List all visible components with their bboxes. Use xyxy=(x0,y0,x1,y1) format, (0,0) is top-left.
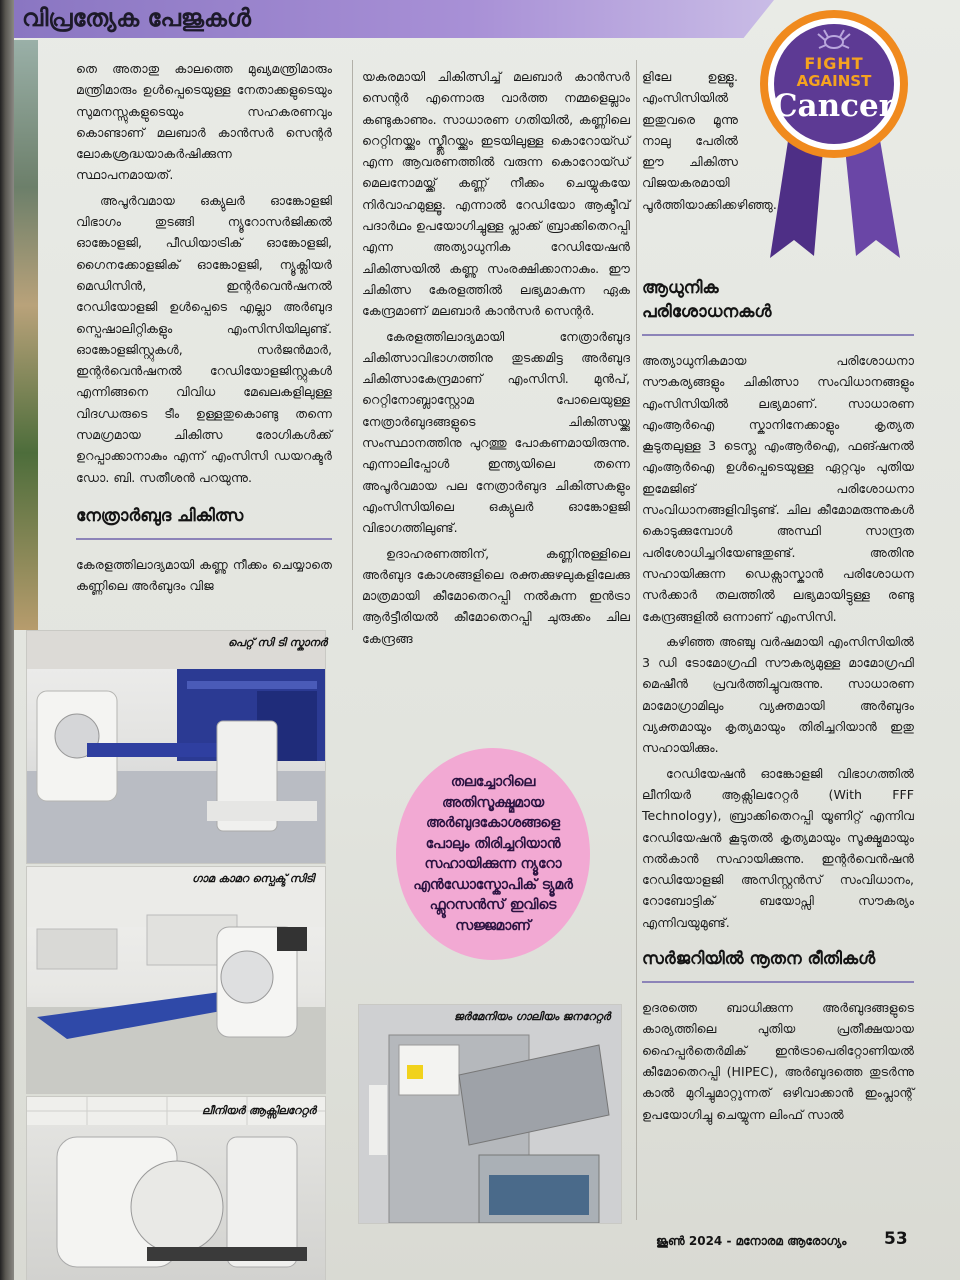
column-divider xyxy=(636,60,637,1220)
column-2 xyxy=(362,66,630,653)
linear-accelerator-photo xyxy=(26,1096,326,1280)
paragraph: തെ അതാതു കാലത്തെ മുഖ്യമന്ത്രിമാരും മന്ത്രിമാരും ഉൾപ്പെടെയുള്ള നേതാക്കളുടെയും സുമനസ്സുകളുടെയും സഹകരണവും കൊണ്ടാണ് മലബാർ കാൻസർ സെന്റർ ലോകശ്രദ്ധയാകർഷിക്കുന്ന സ്ഥാപനമായത്. xyxy=(76,61,332,183)
footer-issue: ജൂൺ 2024 - മനോരമ ആരോഗ്യം xyxy=(656,1234,847,1248)
heading-rule xyxy=(76,538,332,540)
paragraph: അത്യാധുനികമായ പരിശോധനാ സൗകര്യങ്ങളും ചികിത്സാ സംവിധാനങ്ങളും എംസിസിയിൽ ലഭ്യമാണ്. സാധാരണ എംആർഐ സ്കാനിനേക്കാളും കൃത്യത കൂടുതലുള്ള 3 ടെസ്ല എംആർഐ, ഫങ്ഷനൽ എംആർഐ ഉൾപ്പെടെയുള്ള ഏറ്റവും പുതിയ ഇമേജിങ് പരിശോധനാ സംവിധാനങ്ങളിവിടുണ്ട്. ചില കീമോമരുന്നുകൾ കൊടുക്കുമ്പോൾ അസ്ഥി സാന്ദ്രത പരിശോധിച്ചറിയേണ്ടതുണ്ട്. അതിനു സഹായിക്കുന്ന ഡെക്സാസ്കാൻ പരിശോധന സർക്കാർ തലത്തിൽ ലഭ്യമായിട്ടുള്ള രണ്ടു കേന്ദ്രങ്ങളിൽ ഒന്നാണ് എംസിസി. xyxy=(642,353,914,624)
paragraph: റേഡിയേഷൻ ഓങ്കോളജി വിഭാഗത്തിൽ ലീനിയർ ആക്സിലറേറ്റർ (With FFF Technology), ബ്രാക്കിതെറപ്പി യൂണിറ്റ് എന്നിവ റേഡിയേഷൻ കൂടുതൽ കൃത്യമായും സൂക്ഷ്മമായും നൽകാൻ സഹായിക്കുന്നു. ഇന്റർവെൻഷൻ റേഡിയോളജി അസിസ്റ്റൻസ് സംവിധാനം, റോബോട്ടിക് ബയോപ്സി സൗകര്യം എന്നിവയുമുണ്ട്. xyxy=(642,765,914,930)
paragraph: ഉദാഹരണത്തിന്, കണ്ണിനുള്ളിലെ അർബുദ കോശങ്ങളിലെ രക്തക്കുഴലുകളിലേക്കു മാത്രമായി കീമോതെറപ്പി നൽകുന്ന ഇൻട്രാ ആർട്ടീരിയൽ കീമോതെറപ്പി ചുരുക്കം ചില കേന്ദ്രങ്ങ xyxy=(362,545,630,646)
caption-gamma-camera: ഗാമ കാമറ സ്പെക്ട് സിടി xyxy=(192,872,315,885)
badge-text: FIGHT AGAINST Cancer xyxy=(772,54,896,124)
caption-generator: ജർമേനിയം ഗാലിയം ജനറേറ്റർ xyxy=(454,1010,611,1023)
column-1 xyxy=(76,58,332,601)
magazine-page xyxy=(14,0,960,1280)
pullquote-circle xyxy=(396,748,590,960)
page-binding-edge xyxy=(0,0,14,1280)
caption-linac: ലീനിയർ ആക്സിലറേറ്റർ xyxy=(202,1104,316,1117)
pet-ct-scanner-photo xyxy=(26,630,326,864)
previous-page-edge xyxy=(14,40,38,630)
paragraph: അപൂർവമായ ഒക്യുലർ ഓങ്കോളജി വിഭാഗം തുടങ്ങി ന്യൂറോസർജിക്കൽ ഓങ്കോളജി, പീഡിയാട്രിക് ഓങ്കോളജി, ഗൈനക്കോളജിക് ഓങ്കോളജി, ന്യൂക്ലിയർ മെഡിസിൻ, ഇന്റർവെൻഷനൽ റേഡിയോളജി ഉൾപ്പെടെ എല്ലാ അർബുദ സ്പെഷാലിറ്റികളും എംസിസിയിലുണ്ട്. ഓങ്കോളജിസ്റ്റുകൾ, സർജൻമാർ, ഇന്റർവെൻഷനൽ റേഡിയോളജിസ്റ്റുകൾ എന്നിങ്ങനെ വിവിധ മേഖലകളിലുള്ള വിദഗ്ധരുടെ ടീം ഉള്ളതുകൊണ്ടു തന്നെ സമഗ്രമായ ചികിത്സ രോഗികൾക്ക് ഉറപ്പാക്കാനാകും എന്ന് എംസിസി ഡയറക്ടർ ഡോ. ബി. സതീശൻ പറയുന്നു. xyxy=(76,192,332,485)
heading-modern-tests: ആധുനിക പരിശോധനകൾ xyxy=(642,278,772,322)
paragraph: ളിലേ ഉള്ളൂ. എംസിസിയിൽ ഇതുവരെ മൂന്നു നാലു പേരിൽ ഈ ചികിത്സ വിജയകരമായി പൂർത്തിയാക്കിക്കഴിഞ്ഞു. xyxy=(642,69,777,212)
paragraph: കഴിഞ്ഞ അഞ്ചു വർഷമായി എംസിസിയിൽ 3 ഡി ടോമോഗ്രഫി സൗകര്യമുള്ള മാമോഗ്രഫി മെഷീൻ പ്രവർത്തിച്ചുവരുന്നു. സാധാരണ മാമോഗ്രാമിലും വ്യക്തമായി അർബുദം വ്യക്തമായും കൃത്യമായും തിരിച്ചറിയാൻ ഇതു സഹായിക്കും. xyxy=(642,633,914,756)
pullquote-text: തലച്ചോറിലെ അതിസൂക്ഷ്മമായ അർബുദകോശങ്ങളെ പോലും തിരിച്ചറിയാൻ സഹായിക്കുന്ന ന്യൂറോ എൻഡോസ്കോപിക് ട്യൂമർ ഫ്ലൂറസൻസ് ഇവിടെ സജ്ജമാണ് xyxy=(413,774,573,934)
column-4 xyxy=(642,266,914,1129)
paragraph: ഉദരത്തെ ബാധിക്കുന്ന അർബുദങ്ങളുടെ കാര്യത്തിലെ പുതിയ പ്രതീക്ഷയായ ഹൈപ്പർതെർമിക് ഇൻട്രാപെരിറ്റോണിയൽ കീമോതെറപ്പി (HIPEC), അർബുദത്തെ തുടർന്നു കാൽ മുറിച്ചുമാറ്റുന്നത് ഒഴിവാക്കാൻ ഇംപ്ലാന്റ് ഉപയോഗിച്ചു ചെയ്യുന്ന ലിംഫ് സാൽ xyxy=(642,1000,914,1122)
heading-rule xyxy=(642,981,914,983)
generator-photo xyxy=(358,1004,622,1224)
gamma-camera-photo xyxy=(26,866,326,1094)
page-number: 53 xyxy=(884,1229,908,1249)
heading-eye-cancer: നേത്രാർബുദ ചികിത്സ xyxy=(76,505,244,526)
paragraph: കേരളത്തിലാദ്യമായി നേത്രാർബുദ ചികിത്സാവിഭാഗത്തിനു തുടക്കമിട്ട അർബുദ ചികിത്സാകേന്ദ്രമാണ് എംസിസി. മുൻപ്, റെറ്റിനോബ്ലാസ്റ്റോമ പോലെയുള്ള നേത്രാർബുദങ്ങളുടെ ചികിത്സയ്ക്കു സംസ്ഥാനത്തിനു പുറത്തു പോകണമായിരുന്നു. എന്നാലിപ്പോൾ ഇന്ത്യയിലെ തന്നെ അപൂർവമായ പല നേത്രാർബുദ ചികിത്സകളും എംസിസിയിലെ ഒക്യുലർ ഓങ്കോളജി വിഭാഗത്തിലുണ്ട്. xyxy=(362,328,630,536)
caption-pet-ct: പെറ്റ് സി ടി സ്കാനർ xyxy=(228,636,328,649)
paragraph: കേരളത്തിലാദ്യമായി കണ്ണു നീക്കം ചെയ്യാതെ കണ്ണിലെ അർബുദം വിജ xyxy=(76,556,332,594)
heading-surgery: സർജറിയിൽ നൂതന രീതികൾ xyxy=(642,949,876,970)
section-title: വിപ്രത്യേക പേജുകൾ xyxy=(22,4,252,32)
column-3 xyxy=(642,66,777,219)
column-divider xyxy=(352,60,353,630)
heading-rule xyxy=(642,334,914,336)
paragraph: യകരമായി ചികിത്സിച്ച് മലബാർ കാൻസർ സെന്റർ എന്നൊരു വാർത്ത നമ്മളെല്ലാം കണ്ടുകാണും. സാധാരണ ഗതിയിൽ, കണ്ണിലെ റെറ്റിനയ്ക്കും സ്ക്ലീറയ്ക്കും ഇടയിലുള്ള കൊറോയ്ഡ് എന്ന ആവരണത്തിൽ വരുന്ന കൊറോയ്ഡ് മെലനോമയ്ക്ക് കണ്ണ് നീക്കം ചെയ്യുകയേ നിർവാഹമുള്ളൂ. എന്നാൽ റേഡിയോ ആക്ടീവ് പദാർഥം ഉപയോഗിച്ചുള്ള പ്ലാക്ക് ബ്രാക്കിതെറപ്പി എന്ന അത്യാധുനിക റേഡിയേഷൻ ചികിത്സയിൽ കണ്ണു സംരക്ഷിക്കാനാകും. ഈ ചികിത്സ കേരളത്തിൽ ലഭ്യമാകുന്ന ഏക കേന്ദ്രമാണ് മലബാർ കാൻസർ സെന്റർ. xyxy=(362,69,630,319)
